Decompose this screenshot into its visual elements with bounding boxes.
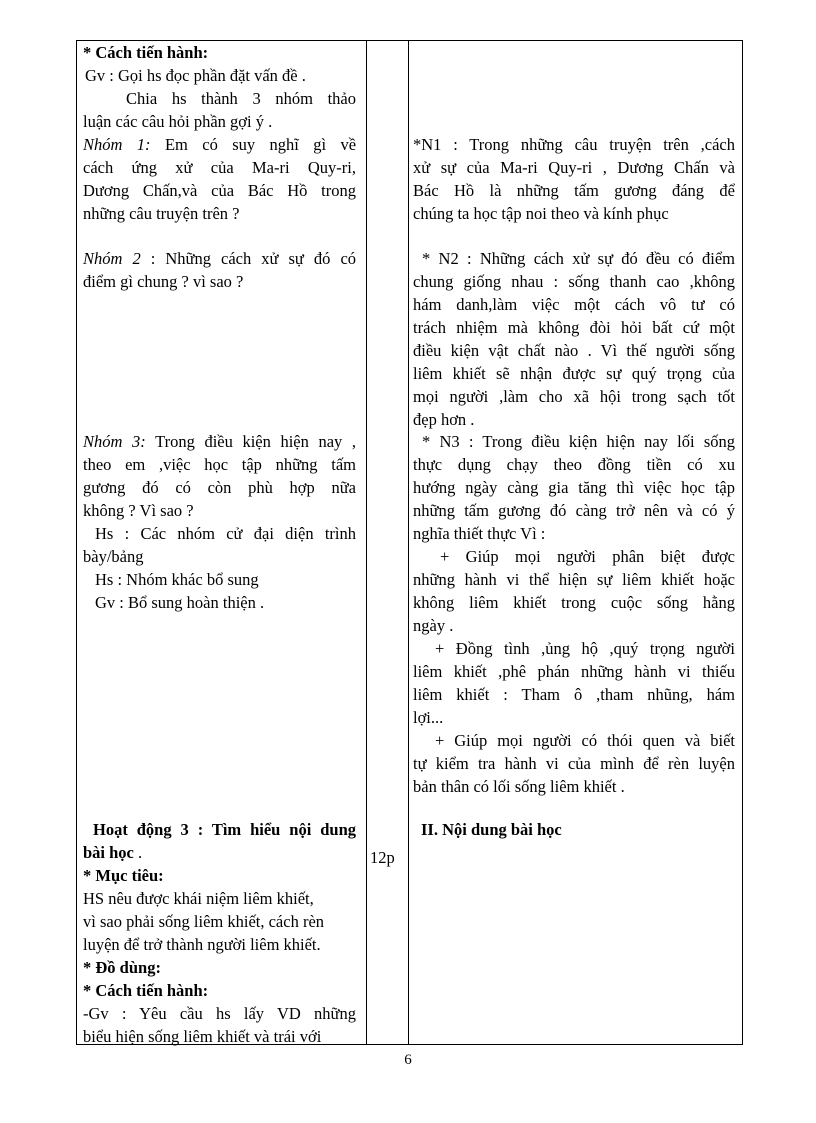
n1-line2: xử sự của Ma-ri Quy-ri , Dương Chấn và [413, 158, 735, 177]
page-number: 6 [404, 1052, 412, 1068]
time-column [366, 41, 408, 1044]
n2-line4: trách nhiệm mà không đòi hỏi bất cứ một [413, 318, 735, 337]
n2-line8: đẹp hơn . [413, 410, 475, 429]
n2-line7: mọi người ,làm cho xã hội trong sạch tốt [413, 387, 735, 406]
example-request-line2: biểu hiện sống liêm khiết và trái với [83, 1027, 322, 1046]
group1-question-line2: cách ứng xử của Ma-ri Quy-ri, [83, 158, 356, 177]
point2-line4: lợi... [413, 708, 444, 727]
n1-line1: *N1 : Trong những câu truyện trên ,cách [413, 135, 735, 154]
n1-line4: chúng ta học tập noi theo và kính phục [413, 204, 669, 223]
hs-present-line2: bày/bảng [83, 547, 144, 566]
tools-heading: * Đồ dùng: [83, 958, 161, 977]
n3-line2: thực dụng chạy theo đồng tiền có xu [413, 455, 735, 474]
activity3-title-line1: Hoạt động 3 : Tìm hiểu nội dung [93, 820, 356, 839]
n3-line3: hướng ngày càng gia tăng thì việc học tập [413, 478, 735, 497]
divide-groups-line2: luận các câu hỏi phần gợi ý . [83, 112, 273, 131]
hs-present-line1: Hs : Các nhóm cử đại diện trình [95, 524, 356, 543]
goal-line3: luyện để trở thành người liêm khiết. [83, 935, 321, 954]
point3-line2: tự kiểm tra hành vi của mình để rèn luyện [413, 754, 735, 773]
example-request-line1: -Gv : Yêu cầu hs lấy VD những [83, 1004, 356, 1023]
n3-line1: * N3 : Trong điều kiện hiện nay lối sống [422, 432, 735, 451]
group3-question-line2: theo em ,việc học tập những tấm [83, 455, 356, 474]
content-column [408, 41, 742, 1044]
group1-question-line3: Dương Chấn,và của Bác Hồ trong [83, 181, 356, 200]
n2-line5: điều kiện vật chất nào . Vì thế người sống [413, 341, 735, 360]
group2-label: Nhóm 2 [83, 249, 141, 268]
point2-line1: + Đồng tình ,ủng hộ ,quý trọng người [435, 639, 735, 658]
point3-line1: + Giúp mọi người có thói quen và biết [435, 731, 735, 750]
gv-read-instruction: Gv : Gọi hs đọc phần đặt vấn đề . [85, 66, 306, 85]
goal-heading: * Mục tiêu: [83, 866, 164, 885]
group3-label: Nhóm 3: [83, 432, 146, 451]
hs-supplement: Hs : Nhóm khác bổ sung [95, 570, 259, 589]
group3-question-line1: Nhóm 3: Trong điều kiện hiện nay , [83, 432, 357, 451]
section-ii-heading: II. Nội dung bài học [421, 820, 562, 839]
goal-line2: vì sao phải sống liêm khiết, cách rèn [83, 912, 325, 931]
point2-line3: liêm khiết : Tham ô ,tham nhũng, hám [413, 685, 735, 704]
divide-groups-line1: Chia hs thành 3 nhóm thảo [126, 89, 356, 108]
point1-line4: ngày . [413, 616, 454, 635]
procedure-heading: * Cách tiến hành: [83, 43, 209, 62]
group2-question-line2: điểm gì chung ? vì sao ? [83, 272, 244, 291]
n2-line3: hám danh,làm việc một cách vô tư có [413, 295, 735, 314]
time-allocation: 12p [370, 848, 395, 867]
point3-line3: bản thân có lối sống liêm khiết . [413, 777, 625, 796]
group1-question-line4: những câu truyện trên ? [83, 204, 240, 223]
point2-line2: liêm khiết ,phê phán những hành vi thiếu [413, 662, 735, 681]
group1-label: Nhóm 1: [83, 135, 151, 154]
group2-question-line1: Nhóm 2 : Những cách xử sự đó có [83, 249, 357, 268]
activity3-title-line2: bài học . [83, 843, 143, 862]
n2-line2: chung giống nhau : sống thanh cao ,không [413, 272, 735, 291]
group3-question-line3: gương đó có còn phù hợp nữa [83, 478, 356, 497]
procedure2-heading: * Cách tiến hành: [83, 981, 209, 1000]
n1-line3: Bác Hồ là những tấm gương đáng để [413, 181, 735, 200]
point1-line3: không liêm khiết trong cuộc sống hằng [413, 593, 735, 612]
n2-line1: * N2 : Những cách xử sự đó đều có điểm [422, 249, 735, 268]
lesson-table [76, 40, 743, 1045]
point1-line1: + Giúp mọi người phân biệt được [440, 547, 735, 566]
goal-line1: HS nêu được khái niệm liêm khiết, [83, 889, 314, 908]
group1-question-line1: Nhóm 1: Em có suy nghĩ gì về [83, 135, 357, 154]
n2-line6: liêm khiết sẽ nhận được sự quý trọng của [413, 364, 735, 383]
point1-line2: những hành vi thể hiện sự liêm khiết hoặc [413, 570, 735, 589]
group3-question-line4: không ? Vì sao ? [83, 501, 194, 520]
n3-line5: nghĩa thiết thực Vì : [413, 524, 546, 543]
gv-complete: Gv : Bổ sung hoàn thiện . [95, 593, 265, 612]
teacher-activities-column [77, 41, 366, 1044]
n3-line4: những tấm gương đó càng trở nên và có ý [413, 501, 735, 520]
